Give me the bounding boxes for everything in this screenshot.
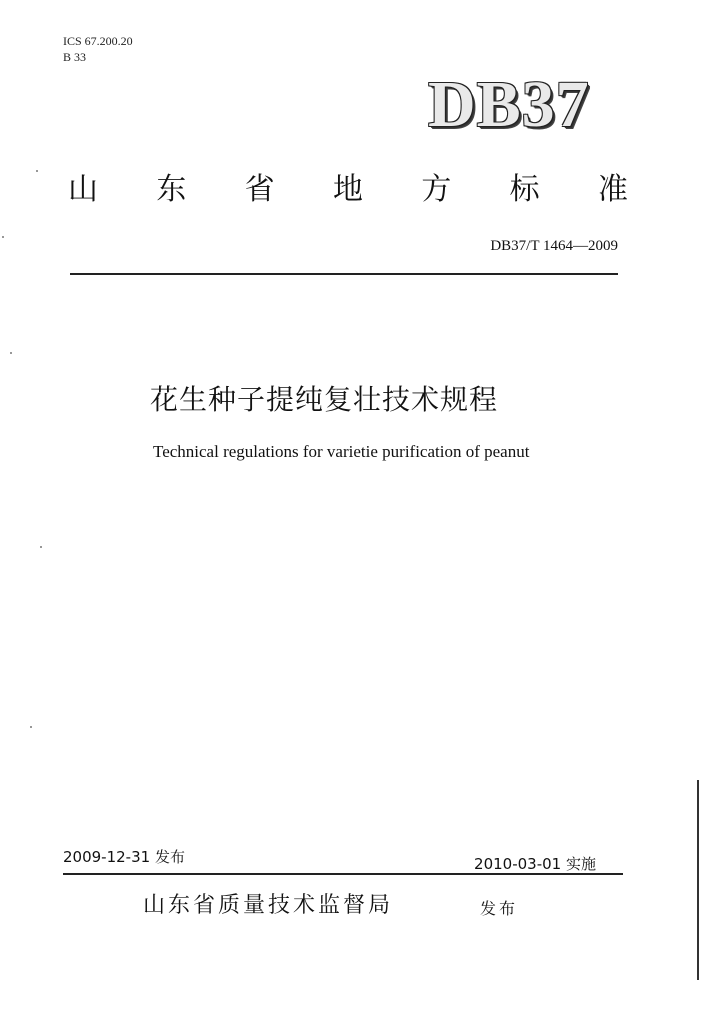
standard-title-char: 标 [509, 172, 540, 207]
publisher-name: 山东省质量技术监督局 [143, 893, 394, 918]
publish-label: 发布 [480, 899, 519, 918]
classification-code: B 33 [63, 50, 87, 64]
document-title-cn: 花生种子提纯复壮技术规程 [150, 383, 499, 416]
scan-edge-line [697, 780, 699, 980]
scan-speck [30, 726, 32, 728]
implementation-date: 2010-03-01 实施 [474, 855, 596, 873]
scan-speck [40, 546, 42, 548]
standard-title-char: 省 [244, 172, 275, 207]
db37-logo: DB37 [428, 68, 590, 141]
standard-number: DB37/T 1464—2009 [490, 238, 618, 254]
standard-title-char: 准 [597, 172, 628, 207]
ics-block [63, 33, 133, 65]
standard-title-char: 山 [68, 172, 98, 207]
header-divider [70, 273, 618, 275]
document-title-en: Technical regulations for varietie purification of peanut [153, 442, 530, 461]
standard-title-char: 东 [156, 172, 187, 207]
ics-code: ICS 67.200.20 [63, 34, 133, 48]
footer-divider [63, 873, 623, 875]
standard-type-title [68, 168, 628, 212]
issue-date: 2009-12-31 发布 [63, 848, 185, 866]
standard-title-char: 地 [332, 172, 363, 207]
scan-speck [10, 352, 12, 354]
standard-title-char: 方 [421, 172, 452, 207]
scan-speck [36, 170, 38, 172]
scan-speck [2, 236, 4, 238]
